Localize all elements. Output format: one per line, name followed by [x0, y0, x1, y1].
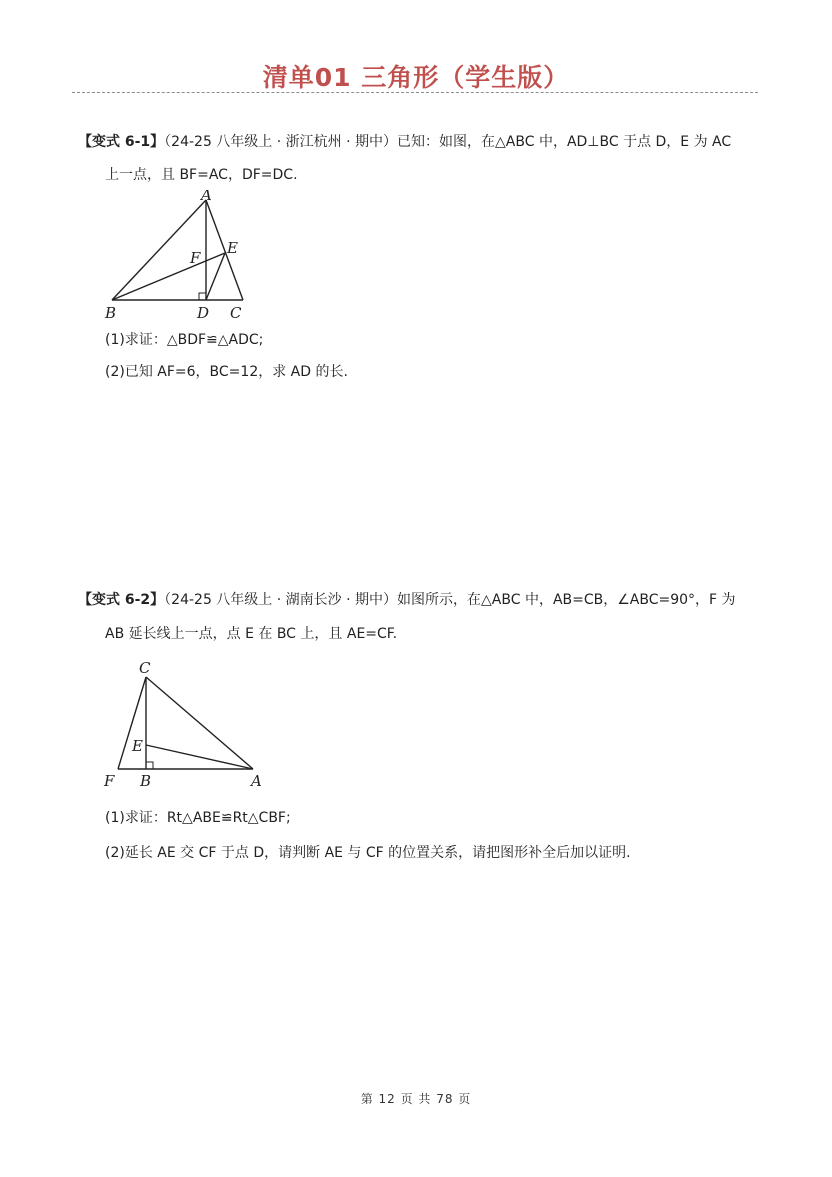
problem-6-1-source: （24-25 八年级上 · 浙江杭州 · 期中）: [164, 134, 398, 150]
label-e: E: [227, 239, 238, 257]
problem-6-2-tag: 【变式 6-2】: [78, 592, 165, 608]
label-c: C: [139, 659, 151, 677]
label-e: E: [132, 737, 143, 755]
problem-6-1-figure: [100, 190, 270, 329]
label-a: A: [201, 190, 212, 204]
segment-be: [112, 253, 225, 300]
problem-6-2-figure: [100, 655, 275, 799]
problem-6-2-source: （24-25 八年级上 · 湖南长沙 · 期中）: [164, 592, 398, 608]
label-c: C: [230, 304, 242, 322]
problem-6-2-stem-line2: AB 延长线上一点，点 E 在 BC 上，且 AE=CF.: [105, 626, 398, 642]
title-divider: [72, 92, 758, 93]
problem-6-2-question-1: (1)求证：Rt△ABE≌Rt△CBF;: [105, 810, 291, 826]
segment-cf: [118, 677, 146, 769]
right-angle-mark: [199, 293, 206, 300]
page-title: 清单01 三角形（学生版）: [262, 63, 570, 92]
problem-6-2-stem: 如图所示，在△ABC 中，AB=CB，∠ABC=90°，F 为: [397, 592, 736, 608]
problem-6-2-stem-line1: [78, 590, 736, 610]
problem-6-1-stem-line2: 上一点，且 BF=AC，DF=DC.: [105, 167, 298, 183]
problem-6-1-stem: 已知：如图，在△ABC 中，AD⊥BC 于点 D，E 为 AC: [397, 134, 732, 150]
label-b: B: [105, 304, 117, 322]
problem-6-1-question-1: (1)求证：△BDF≌△ADC;: [105, 332, 264, 348]
problem-6-1-question-2: (2)已知 AF=6，BC=12，求 AD 的长.: [105, 364, 348, 380]
page-indicator: 第 12 页 共 78 页: [360, 1092, 472, 1106]
label-b: B: [140, 772, 152, 790]
problem-6-1-stem-line1: [78, 132, 731, 152]
right-angle-mark: [146, 762, 153, 769]
label-f: F: [190, 249, 201, 267]
problem-6-1-tag: 【变式 6-1】: [78, 134, 165, 150]
label-a: A: [251, 772, 262, 790]
problem-6-2-question-2: (2)延长 AE 交 CF 于点 D，请判断 AE 与 CF 的位置关系，请把图形补全后加以证明.: [105, 845, 631, 861]
label-d: D: [197, 304, 210, 322]
segment-ca: [146, 677, 253, 769]
segment-ea: [146, 745, 253, 769]
label-f: F: [104, 772, 115, 790]
